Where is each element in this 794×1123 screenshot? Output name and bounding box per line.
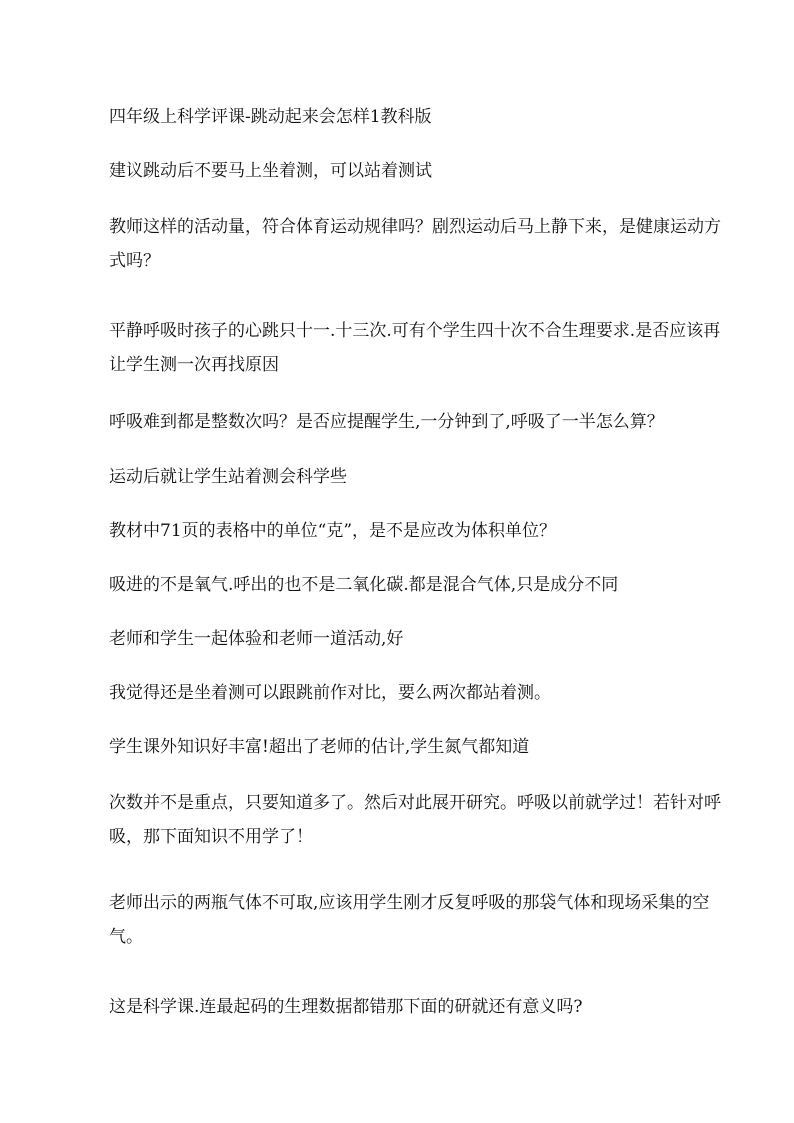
document-title: 四年级上科学评课-跳动起来会怎样1教科版 [109, 107, 432, 127]
comment-paragraph: 运动后就让学生站着测会科学些 [109, 467, 347, 487]
comment-paragraph: 吸进的不是氧气.呼出的也不是二氧化碳.都是混合气体,只是成分不同 [109, 575, 619, 595]
comment-paragraph: 学生课外知识好丰富!超出了老师的估计,学生氮气都知道 [109, 737, 530, 757]
comment-paragraph: 老师和学生一起体验和老师一道活动,好 [109, 629, 404, 649]
comment-paragraph: 教材中71页的表格中的单位“克”，是不是应改为体积单位？ [109, 521, 557, 541]
comment-paragraph: 建议跳动后不要马上坐着测，可以站着测试 [109, 161, 432, 181]
comment-paragraph: 教师这样的活动量，符合体育运动规律吗？剧烈运动后马上静下来，是健康运动方式吗？ [109, 217, 721, 271]
comment-paragraph: 我觉得还是坐着测可以跟跳前作对比，要么两次都站着测。 [109, 683, 551, 703]
comment-paragraph: 呼吸难到都是整数次吗？是否应提醒学生,一分钟到了,呼吸了一半怎么算？ [109, 412, 664, 432]
comment-paragraph: 老师出示的两瓶气体不可取,应该用学生刚才反复呼吸的那袋气体和现场采集的空气。 [109, 893, 710, 947]
comment-paragraph: 这是科学课.连最起码的生理数据都错那下面的研就还有意义吗? [109, 997, 583, 1017]
comment-paragraph: 平静呼吸时孩子的心跳只十一.十三次.可有个学生四十次不合生理要求.是否应该再让学生测一次再找原因 [109, 321, 721, 375]
comment-paragraph: 次数并不是重点，只要知道多了。然后对此展开研究。呼吸以前就学过！若针对呼吸，那下面知识不用学了！ [109, 793, 721, 847]
